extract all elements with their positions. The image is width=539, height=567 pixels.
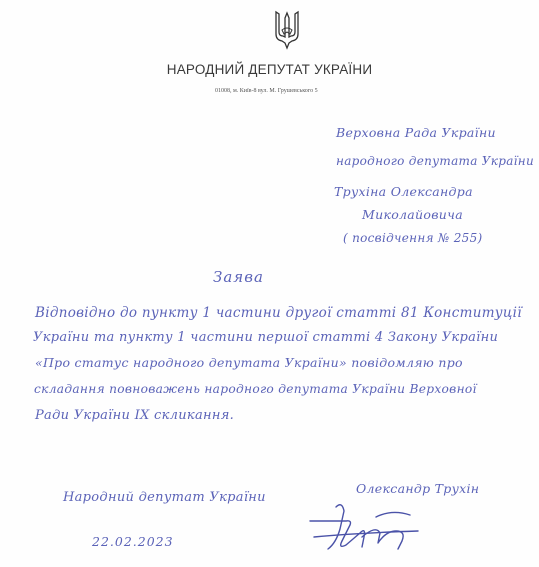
- statement-line: «Про статус народного депутата України» повідомляю про: [35, 355, 463, 370]
- addressee-line: Миколайовича: [362, 207, 463, 222]
- statement-title: Заява: [213, 268, 264, 286]
- letterhead-address: 01008, м. Київ-8 вул. М. Грушевського 5: [215, 88, 318, 94]
- statement-line: Ради України IX скликання.: [35, 408, 235, 423]
- addressee-line: народного депутата України: [336, 154, 535, 168]
- addressee-line: Трухіна Олександра: [334, 184, 473, 199]
- addressee-line: ( посвідчення № 255): [343, 231, 483, 245]
- handwritten-signature: [306, 497, 422, 557]
- signer-name: Олександр Трухін: [356, 481, 480, 496]
- statement-line: Відповідно до пункту 1 частини другої статті 81 Конституції: [35, 305, 522, 321]
- trident-emblem-icon: [273, 10, 301, 50]
- letterhead-title: НАРОДНИЙ ДЕПУТАТ УКРАЇНИ: [166, 62, 373, 77]
- signing-date: 22.02.2023: [92, 534, 174, 549]
- statement-line: складання повноважень народного депутата України Верховної: [34, 382, 477, 396]
- signer-position: Народний депутат України: [63, 490, 266, 505]
- statement-line: України та пункту 1 частини першої статті 4 Закону України: [33, 330, 499, 345]
- addressee-line: Верховна Рада України: [336, 125, 496, 140]
